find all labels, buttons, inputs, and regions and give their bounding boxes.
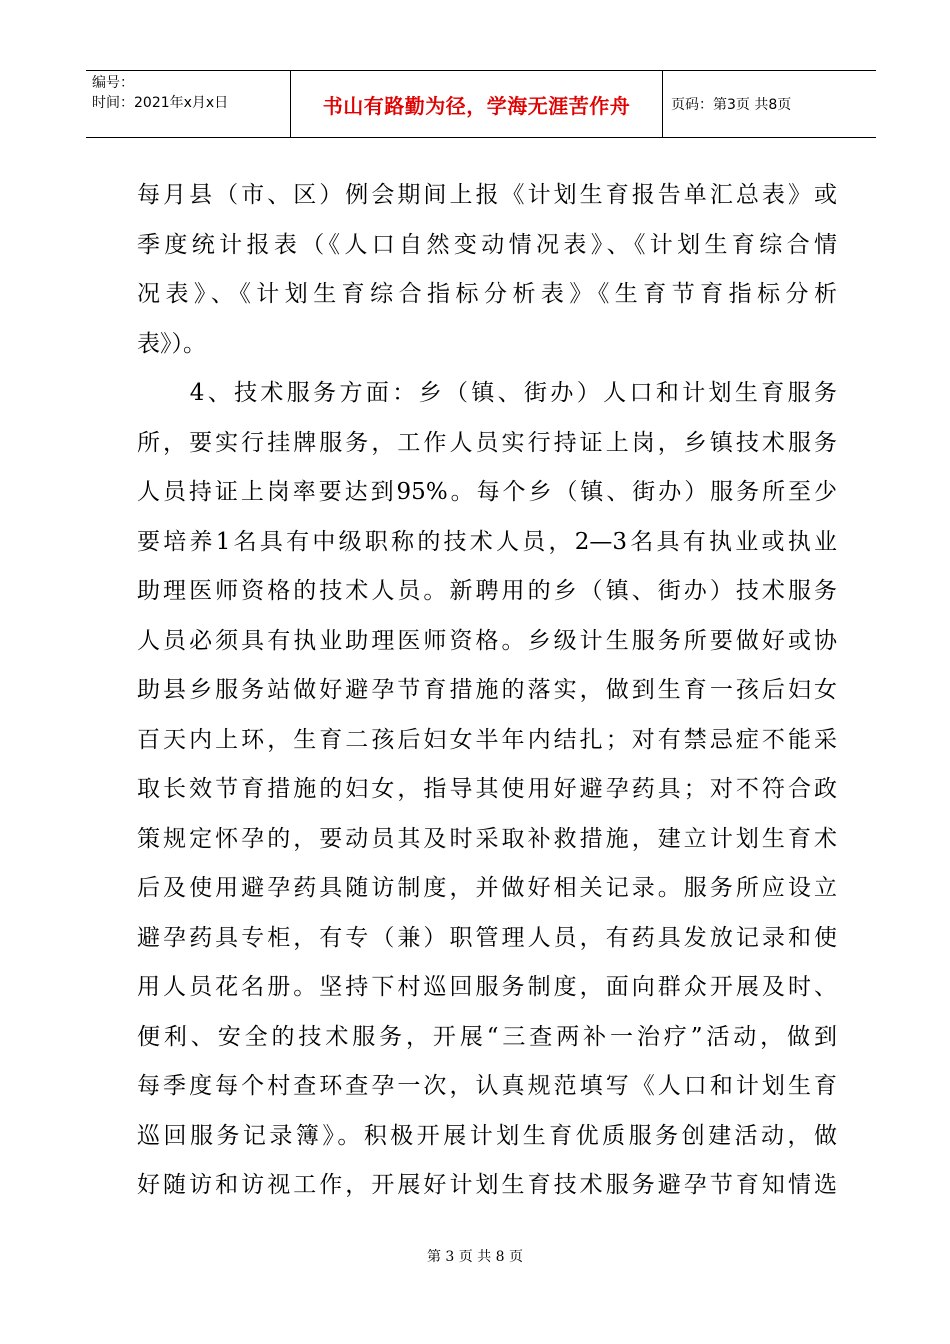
page-footer: 第 3 页 共 8 页 (426, 1249, 524, 1265)
text-line: 好随访和访视工作，开展好计划生育技术服务避孕节育知情选 (137, 1172, 837, 1198)
text-line: 4、技术服务方面：乡（镇、街办）人口和计划生育服务 (137, 380, 837, 406)
text-line: 后及使用避孕药具随访制度，并做好相关记录。服务所应设立 (137, 875, 837, 901)
number-label: 编号： (92, 75, 134, 91)
text-line: 人员持证上岗率要达到95%。每个乡（镇、街办）服务所至少 (137, 479, 837, 505)
text-line: 取长效节育措施的妇女，指导其使用好避孕药具；对不符合政 (137, 776, 837, 802)
text-line: 要培养1名具有中级职称的技术人员，2—3名具有执业或执业 (137, 528, 837, 555)
header-meta (86, 71, 291, 137)
text-line: 策规定怀孕的，要动员其及时采取补救措施，建立计划生育术 (137, 825, 837, 852)
text-line: 用人员花名册。坚持下村巡回服务制度，面向群众开展及时、 (137, 974, 837, 1000)
time-label: 时间：2021年x月x日 (92, 95, 229, 111)
text-line: 百天内上环，生育二孩后妇女半年内结扎；对有禁忌症不能采 (137, 726, 837, 753)
text-line: 每季度每个村查环查孕一次，认真规范填写《人口和计划生育 (137, 1073, 837, 1099)
page-header (86, 70, 876, 138)
document-body (137, 171, 837, 1211)
header-page-info: 页码：第3页 共8页 (671, 97, 792, 113)
text-line: 表》）。 (137, 330, 206, 357)
text-line: 所，要实行挂牌服务，工作人员实行持证上岗，乡镇技术服务 (137, 429, 837, 456)
text-line: 季度统计报表（《人口自然变动情况表》、《计划生育综合情 (137, 231, 837, 258)
text-line: 助县乡服务站做好避孕节育措施的落实，做到生育一孩后妇女 (137, 677, 837, 703)
text-line: 便利、安全的技术服务，开展“三查两补一治疗”活动，做到 (137, 1023, 837, 1050)
text-line: 巡回服务记录簿》。积极开展计划生育优质服务创建活动，做 (137, 1122, 837, 1149)
text-line: 人员必须具有执业助理医师资格。乡级计生服务所要做好或协 (137, 627, 837, 654)
header-motto: 书山有路勤为径，学海无涯苦作舟 (291, 71, 663, 137)
text-line: 助理医师资格的技术人员。新聘用的乡（镇、街办）技术服务 (137, 578, 837, 604)
text-line: 避孕药具专柜，有专（兼）职管理人员，有药具发放记录和使 (137, 924, 837, 951)
text-line: 每月县（市、区）例会期间上报《计划生育报告单汇总表》或 (137, 182, 837, 208)
text-line: 况表》、《计划生育综合指标分析表》《生育节育指标分析 (137, 281, 837, 307)
